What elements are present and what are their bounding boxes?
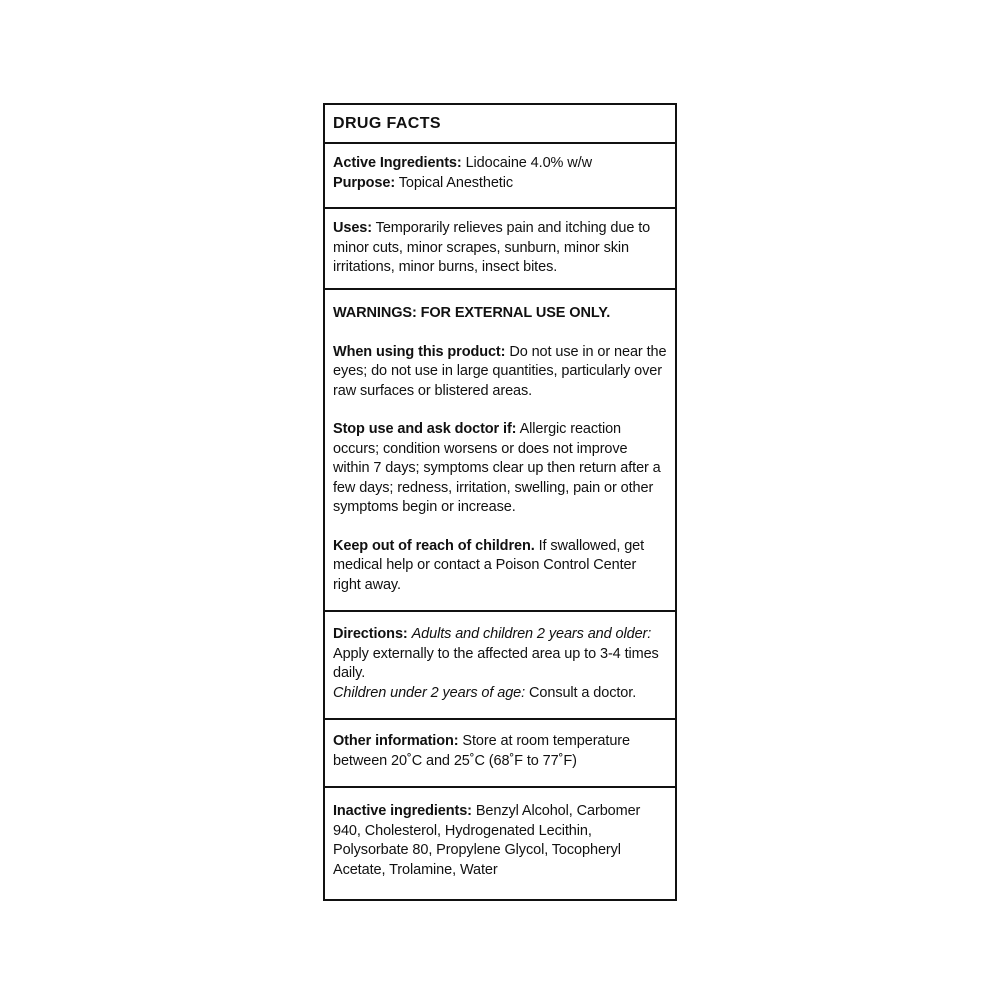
directions-adults-label: Adults and children 2 years and older: bbox=[411, 626, 652, 642]
other-information-section bbox=[325, 720, 675, 788]
other-information-label: Other information: bbox=[333, 733, 459, 749]
inactive-ingredients-text: Benzyl Alcohol, Carbomer 940, Cholesterol, Hydrogenated Lecithin, Polysorbate 80, Propylene Glycol, Tocopheryl Acetate, Trolamine, Water bbox=[333, 803, 641, 878]
uses-section bbox=[325, 209, 675, 290]
other-information-paragraph bbox=[333, 732, 667, 771]
active-ingredients-line bbox=[333, 154, 667, 174]
inactive-ingredients-paragraph bbox=[333, 802, 667, 880]
stop-use-label: Stop use and ask doctor if: bbox=[333, 421, 517, 437]
directions-children-text: Consult a doctor. bbox=[529, 684, 637, 701]
active-ingredients-section bbox=[325, 144, 675, 209]
warnings-section bbox=[325, 290, 675, 612]
purpose-line bbox=[333, 174, 667, 194]
warnings-heading: WARNINGS: FOR EXTERNAL USE ONLY. bbox=[333, 305, 611, 321]
directions-adults-text: Apply externally to the affected area up to 3-4 times daily. bbox=[333, 645, 659, 681]
label-title: DRUG FACTS bbox=[333, 114, 441, 132]
directions-section bbox=[325, 612, 675, 720]
uses-text: Temporarily relieves pain and itching due to minor cuts, minor scrapes, sunburn, minor skin irritations, minor burns, insect bites. bbox=[333, 220, 651, 275]
drug-facts-label bbox=[323, 103, 677, 901]
uses-paragraph bbox=[333, 219, 667, 278]
uses-label: Uses: bbox=[333, 220, 372, 236]
warnings-heading-paragraph bbox=[333, 304, 667, 324]
purpose-label: Purpose: bbox=[333, 174, 396, 191]
stop-use-text: Allergic reaction occurs; condition worsens or does not improve within 7 days; symptoms clear up then return after a few days; redness, irritation, swelling, pain or other symptoms begin or increase. bbox=[333, 421, 661, 515]
other-information-text: Store at room temperature between 20˚C and 25˚C (68˚F to 77˚F) bbox=[333, 733, 630, 769]
directions-children-label: Children under 2 years of age: bbox=[333, 684, 526, 701]
directions-label: Directions: bbox=[333, 626, 408, 642]
when-using-paragraph bbox=[333, 343, 667, 402]
when-using-text: Do not use in or near the eyes; do not use in large quantities, particularly over raw surfaces or blistered areas. bbox=[333, 343, 667, 399]
purpose-text: Topical Anesthetic bbox=[398, 174, 513, 191]
active-ingredients-label: Active Ingredients: bbox=[333, 155, 462, 171]
keep-out-label: Keep out of reach of children. bbox=[333, 537, 535, 554]
keep-out-text: If swallowed, get medical help or contact a Poison Control Center right away. bbox=[333, 537, 645, 593]
inactive-ingredients-section bbox=[325, 788, 675, 899]
when-using-label: When using this product: bbox=[333, 343, 506, 360]
inactive-ingredients-label: Inactive ingredients: bbox=[333, 803, 472, 819]
keep-out-paragraph bbox=[333, 537, 667, 596]
stop-use-paragraph bbox=[333, 420, 667, 518]
directions-children-paragraph bbox=[333, 684, 667, 704]
directions-adults-paragraph bbox=[333, 625, 667, 684]
active-ingredients-text: Lidocaine 4.0% w/w bbox=[465, 155, 592, 171]
title-section bbox=[325, 105, 675, 144]
